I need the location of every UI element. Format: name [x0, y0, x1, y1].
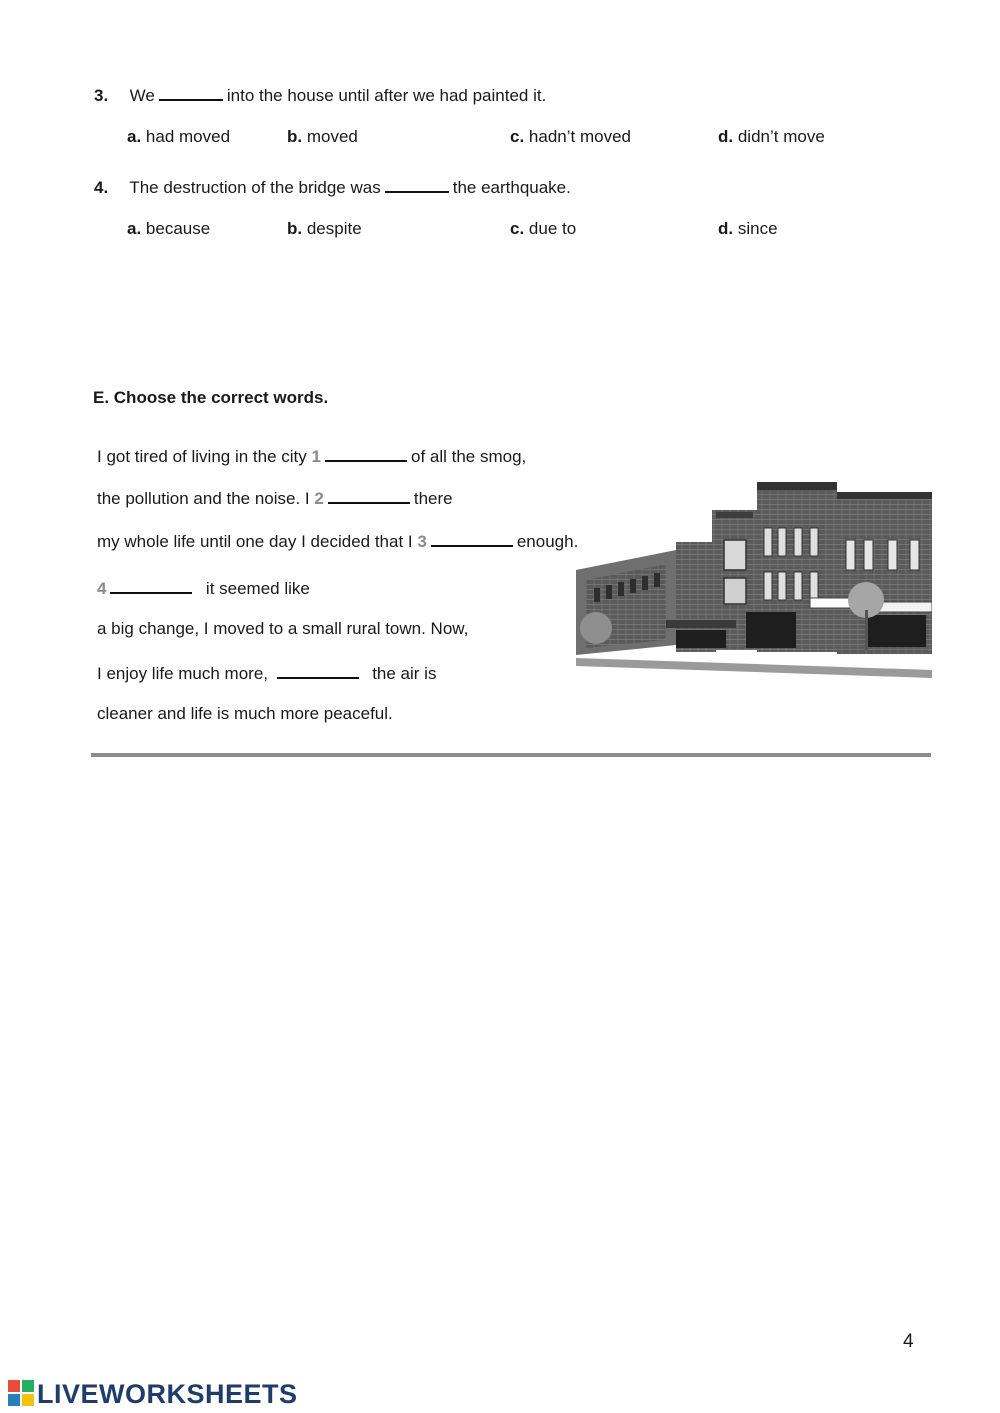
paragraph-line-7: cleaner and life is much more peaceful. [97, 704, 393, 723]
section-title: E. Choose the correct words. [93, 388, 329, 407]
footer-logo [8, 1379, 298, 1410]
option-b[interactable]: b. moved [287, 127, 358, 146]
answer-blank-5[interactable] [277, 662, 359, 679]
answer-blank-2[interactable] [328, 487, 410, 504]
option-c[interactable]: c. hadn’t moved [510, 127, 631, 146]
option-b[interactable]: b. despite [287, 219, 362, 238]
option-d[interactable]: d. didn’t move [718, 127, 825, 146]
answer-blank[interactable] [159, 84, 223, 101]
paragraph-line-1: I got tired of living in the city 1 of all the smog, [97, 447, 527, 466]
gap-number: 4 [97, 579, 107, 598]
gap-number: 3 [417, 532, 427, 551]
option-d[interactable]: d. since [718, 219, 778, 238]
question-text-after: into the house until after we had painted it. [226, 86, 547, 105]
paragraph-line-4: 4 it seemed like [97, 579, 310, 598]
question-4 [94, 176, 571, 198]
question-text-after: the earthquake. [452, 178, 571, 197]
town-street-image [566, 480, 932, 680]
question-text-before: We [129, 86, 155, 105]
option-a[interactable]: a. because [127, 219, 211, 238]
option-a[interactable]: a. had moved [127, 127, 231, 146]
answer-blank-3[interactable] [431, 530, 513, 547]
gap-number: 1 [311, 447, 321, 466]
logo-text: LIVEWORKSHEETS [37, 1379, 298, 1409]
gap-number: 2 [314, 489, 324, 508]
section-divider [91, 753, 931, 757]
question-3 [94, 84, 546, 106]
paragraph-line-5: a big change, I moved to a small rural town. Now, [97, 619, 469, 638]
paragraph-line-3: my whole life until one day I decided that I 3 enough. [97, 532, 579, 551]
paragraph-line-2: the pollution and the noise. I 2 there [97, 489, 453, 508]
page-number: 4 [903, 1331, 914, 1352]
paragraph-line-6: I enjoy life much more, the air is [97, 664, 437, 683]
question-number: 3. [94, 86, 109, 105]
question-number: 4. [94, 178, 109, 197]
question-text-before: The destruction of the bridge was [129, 178, 381, 197]
option-c[interactable]: c. due to [510, 219, 577, 238]
answer-blank[interactable] [385, 176, 449, 193]
answer-blank-1[interactable] [325, 445, 407, 462]
liveworksheets-logo-icon [8, 1380, 34, 1406]
answer-blank-4[interactable] [110, 577, 192, 594]
